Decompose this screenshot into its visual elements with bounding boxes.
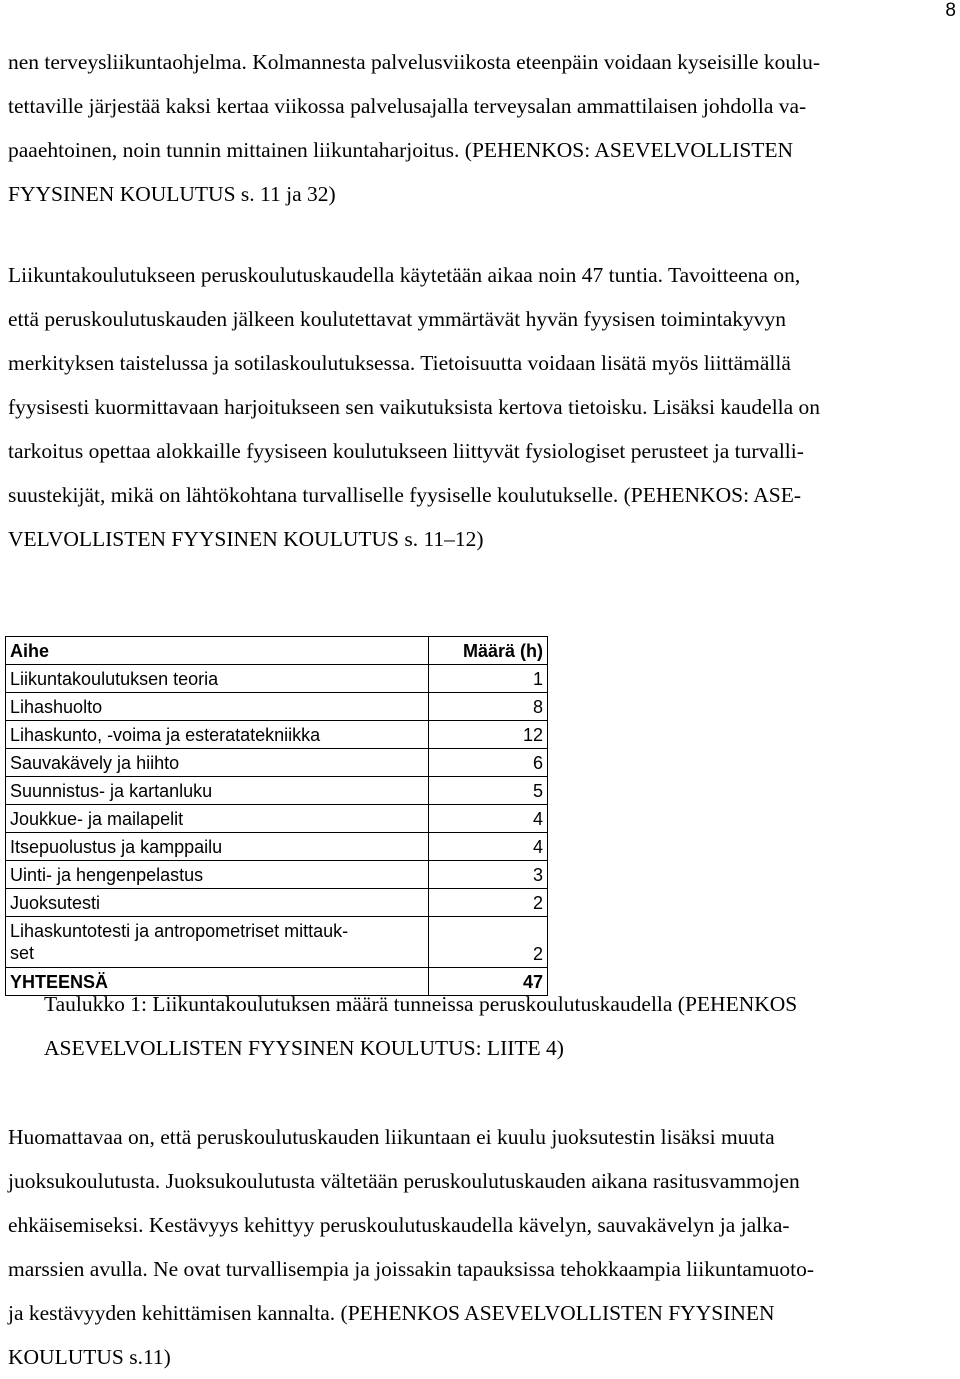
table-caption [44,982,944,1070]
topic-line: set [10,943,35,963]
text-line: tarkoitus opettaa alokkaille fyysiseen koulutukseen liittyvät fysiologiset perusteet ja turvalli- [8,439,804,463]
hours-cell: 4 [429,805,548,833]
hours-cell: 3 [429,861,548,889]
paragraph-3 [8,1115,928,1379]
text-line: paaehtoinen, noin tunnin mittainen liikuntaharjoitus. (PEHENKOS: ASEVELVOLLISTEN [8,138,794,162]
text-line: juoksukoulutusta. Juoksukoulutusta vältetään peruskoulutuskauden aikana rasitusvammojen [8,1169,800,1193]
hours-cell: 12 [429,721,548,749]
hours-cell: 2 [429,889,548,917]
text-line: ehkäisemiseksi. Kestävyys kehittyy peruskoulutuskaudella kävelyn, sauvakävelyn ja jalka- [8,1213,790,1237]
text-line: tettaville järjestää kaksi kertaa viikossa palvelusajalla terveysalan ammattilaisen johdolla va- [8,94,807,118]
total-hours: 47 [429,968,548,996]
text-line: merkityksen taistelussa ja sotilaskoulutuksessa. Tietoisuutta voidaan lisätä myös liittämällä [8,351,791,375]
table-row [6,777,548,805]
training-hours-table [5,636,548,996]
text-line: VELVOLLISTEN FYYSINEN KOULUTUS s. 11–12) [8,527,484,551]
column-header-hours: Määrä (h) [429,637,548,665]
table-row [6,693,548,721]
total-label: YHTEENSÄ [6,968,429,996]
table-header-row [6,637,548,665]
text-line: Liikuntakoulutukseen peruskoulutuskaudella käytetään aikaa noin 47 tuntia. Tavoitteena on, [8,263,801,287]
table-row [6,917,548,968]
topic-cell: Itsepuolustus ja kamppailu [6,833,429,861]
topic-cell: Suunnistus- ja kartanluku [6,777,429,805]
topic-cell: Liikuntakoulutuksen teoria [6,665,429,693]
topic-cell: Lihashuolto [6,693,429,721]
topic-cell: Juoksutesti [6,889,429,917]
topic-cell: Joukkue- ja mailapelit [6,805,429,833]
hours-cell: 4 [429,833,548,861]
text-line: ja kestävyyden kehittämisen kannalta. (PEHENKOS ASEVELVOLLISTEN FYYSINEN [8,1301,775,1325]
text-line: KOULUTUS s.11) [8,1345,171,1369]
caption-line: Taulukko 1: Liikuntakoulutuksen määrä tunneissa peruskoulutuskaudella (PEHENKOS [44,992,798,1016]
text-line: että peruskoulutuskauden jälkeen koulutettavat ymmärtävät hyvän fyysisen toimintakyvyn [8,307,786,331]
hours-cell: 2 [429,917,548,968]
paragraph-2 [8,253,928,561]
table-row [6,889,548,917]
topic-cell: Sauvakävely ja hiihto [6,749,429,777]
topic-cell [6,917,429,968]
page-number: 8 [945,0,956,21]
text-line: Huomattavaa on, että peruskoulutuskauden liikuntaan ei kuulu juoksutestin lisäksi muuta [8,1125,775,1149]
text-line: suustekijät, mikä on lähtökohtana turvalliselle fyysiselle koulutukselle. (PEHENKOS: ASE- [8,483,802,507]
text-line: marssien avulla. Ne ovat turvallisempia ja joissakin tapauksissa tehokkaampia liikuntamuoto- [8,1257,815,1281]
hours-cell: 8 [429,693,548,721]
table-row [6,665,548,693]
topic-line: Lihaskuntotesti ja antropometriset mittauk- [10,921,349,941]
hours-cell: 6 [429,749,548,777]
table-row [6,833,548,861]
topic-cell: Uinti- ja hengenpelastus [6,861,429,889]
table-row [6,861,548,889]
text-line: fyysisesti kuormittavaan harjoitukseen sen vaikutuksista kertova tietoisku. Lisäksi kaudella on [8,395,821,419]
table-row [6,805,548,833]
text-line: nen terveysliikuntaohjelma. Kolmannesta palvelusviikosta eteenpäin voidaan kyseisille koulu- [8,50,821,74]
caption-line: ASEVELVOLLISTEN FYYSINEN KOULUTUS: LIITE 4) [44,1036,564,1060]
hours-cell: 1 [429,665,548,693]
column-header-topic: Aihe [6,637,429,665]
table-row [6,749,548,777]
table-row [6,721,548,749]
hours-cell: 5 [429,777,548,805]
paragraph-1 [8,40,928,216]
topic-cell: Lihaskunto, -voima ja esteratatekniikka [6,721,429,749]
text-line: FYYSINEN KOULUTUS s. 11 ja 32) [8,182,336,206]
